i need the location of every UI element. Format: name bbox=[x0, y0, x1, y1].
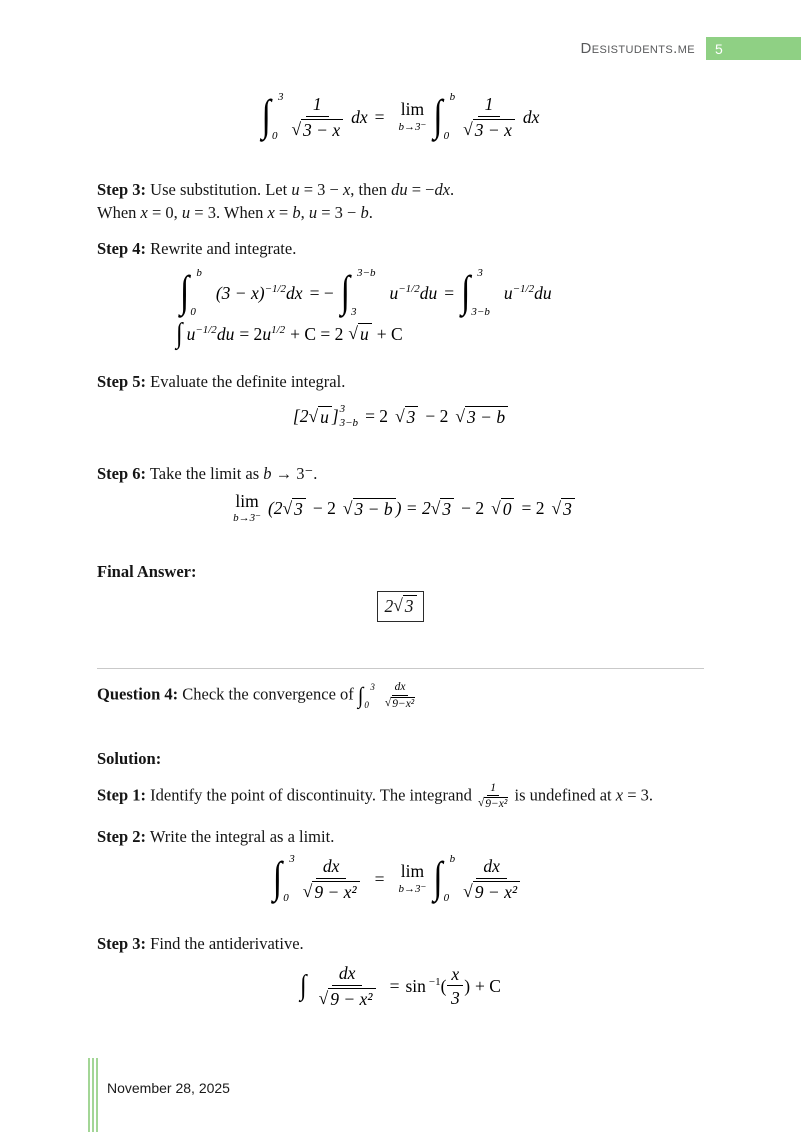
page-number: 5 bbox=[715, 40, 723, 57]
formula-substitution-integrals: ∫ b 0 $(3 - x)^{-1/2}dx$ = − ∫ 3−b 3 $u^{-1/2}du$ = ∫ 3 3−b $u^{-1/2}du$ bbox=[180, 267, 552, 319]
limit-operator: lim b→3⁻ bbox=[233, 490, 261, 525]
radical-icon: √ bbox=[463, 881, 473, 902]
radical-icon: √ bbox=[455, 405, 466, 426]
radical-icon: √ bbox=[308, 405, 319, 426]
step-3-text: Step 3: Use substitution. Let u = 3 − x, then du = −dx. When x = 0, u = 3. When x = b, u = 3 − b. bbox=[97, 180, 455, 223]
limit-operator: lim b→3⁻ bbox=[398, 99, 427, 133]
integral-0-3: ∫ 3 0 bbox=[272, 853, 295, 905]
radical: √ u bbox=[348, 323, 371, 345]
radical: √ 3 − b bbox=[455, 406, 508, 428]
footer-date: November 28, 2025 bbox=[107, 1080, 230, 1096]
radical-icon: √ bbox=[395, 405, 405, 426]
solution-label: Solution: bbox=[97, 748, 162, 768]
site-name: Desistudents.me bbox=[580, 40, 695, 57]
formula-arcsin: ∫ dx √ 9 − x² = sin $^{-1}$( $\frac{x}{3}$ ) + C bbox=[300, 963, 501, 1010]
radical: √ 3 bbox=[283, 498, 306, 520]
radical-icon: √ bbox=[282, 497, 293, 518]
fraction: dx √ 9 − x² bbox=[303, 856, 360, 902]
fraction: dx √ 9 − x² bbox=[319, 963, 376, 1009]
formula-antiderivative-u: ∫ $u^{-1/2}du$ = $2u^{1/2}$ + C = 2 √ u + C bbox=[176, 318, 403, 350]
accent-line bbox=[96, 1058, 98, 1132]
formula-evaluate-definite: [2 √ u ] 3 3−b = 2 √ 3 − 2 √ 3 − b bbox=[97, 403, 704, 429]
integral-0-b: ∫ b 0 bbox=[180, 267, 202, 319]
fraction-x-over-3: $\frac{x}{3}$ bbox=[447, 964, 463, 1008]
step-4-text: Step 4: Rewrite and integrate. bbox=[97, 239, 297, 259]
integral-3-3mb: ∫ 3−b 3 bbox=[340, 267, 376, 319]
radical-icon: √ bbox=[291, 119, 302, 139]
fraction: 1 √ 3 − x bbox=[463, 94, 515, 140]
bracket-limits: 3 3−b bbox=[339, 403, 359, 429]
question-4-text: Question 4: Check the convergence of ∫ 3 0 dx √ 9−x² bbox=[97, 681, 704, 710]
integral-icon: ∫ bbox=[272, 854, 283, 903]
radical-icon: √ bbox=[348, 323, 359, 344]
section-divider bbox=[97, 668, 704, 669]
formula-limit-evaluation: lim b→3⁻ (2 √ 3 − 2 √ 3 − b ) = 2 √ 3 − 2 √ 0 = 2 √ 3 bbox=[97, 493, 704, 525]
integral-3mb-3: ∫ 3 3−b bbox=[461, 267, 490, 319]
final-answer-row bbox=[97, 591, 704, 622]
radical-icon: √ bbox=[463, 119, 473, 139]
step-6-text: Step 6: Take the limit as b → 3⁻. bbox=[97, 463, 318, 483]
fraction: 1 √ 3 − x bbox=[291, 94, 343, 140]
integral-icon: ∫ bbox=[340, 268, 351, 317]
q4-step-2-text: Step 2: Write the integral as a limit. bbox=[97, 827, 335, 847]
radical: √ 3 bbox=[551, 498, 574, 520]
radical: √ 3 bbox=[431, 498, 454, 520]
radical-icon: √ bbox=[384, 697, 392, 710]
integral-icon: ∫ bbox=[433, 92, 443, 141]
formula-limit-rewrite-sqrt3x: ∫ 3 0 1 √ 3 − x dx = lim b→3⁻ ∫ b 0 1 √ 3 − x dx bbox=[261, 91, 540, 142]
page-header bbox=[0, 0, 801, 60]
radical-icon: √ bbox=[318, 988, 329, 1009]
footer-accent-lines bbox=[88, 1058, 98, 1132]
integral-icon: ∫ bbox=[261, 92, 271, 141]
formula-limit-rewrite-9x2: ∫ 3 0 dx √ 9 − x² = lim b→3⁻ ∫ b 0 dx √ 9 − x² bbox=[97, 852, 704, 906]
limit-operator: lim b→3⁻ bbox=[398, 861, 427, 895]
inline-integral: ∫ 3 0 dx √ 9−x² bbox=[357, 681, 415, 711]
final-answer-label: Final Answer: bbox=[97, 562, 197, 582]
radical: √ 3 − b bbox=[343, 498, 396, 520]
accent-line bbox=[88, 1058, 90, 1132]
q4-step-3-text: Step 3: Find the antiderivative. bbox=[97, 934, 304, 954]
integral-icon: ∫ bbox=[357, 683, 364, 709]
integral-icon: ∫ bbox=[433, 854, 443, 903]
page-number-badge bbox=[706, 37, 801, 60]
fraction: dx √ 9 − x² bbox=[463, 856, 520, 902]
radical-icon: √ bbox=[430, 497, 441, 518]
q4-step-1-text: Step 1: Identify the point of discontinuity. The integrand 1 √ 9−x² is undefined at x = 3. bbox=[97, 781, 654, 811]
step-5-text: Step 5: Evaluate the definite integral. bbox=[97, 372, 346, 392]
radical-icon: √ bbox=[393, 595, 403, 616]
radical: √ 3 bbox=[395, 406, 418, 428]
final-answer-box: 2 √ 3 bbox=[377, 591, 423, 622]
radical-icon: √ bbox=[491, 497, 501, 518]
integral-icon: ∫ bbox=[300, 970, 307, 1003]
integral-icon: ∫ bbox=[176, 318, 183, 350]
inline-fraction: 1 √ 9−x² bbox=[477, 781, 508, 811]
integral-0-b: ∫ b 0 bbox=[433, 91, 456, 142]
integral-0-3: ∫ 3 0 bbox=[261, 91, 284, 142]
integral-icon: ∫ bbox=[180, 268, 190, 317]
radical-icon: √ bbox=[551, 497, 562, 518]
radical: √ u bbox=[308, 406, 331, 428]
radical-icon: √ bbox=[302, 881, 313, 902]
radical-icon: √ bbox=[342, 497, 353, 518]
integral-icon: ∫ bbox=[461, 268, 471, 317]
accent-line bbox=[92, 1058, 94, 1132]
radical: √ 0 bbox=[491, 498, 514, 520]
integral-0-b: ∫ b 0 bbox=[433, 853, 456, 905]
radical-icon: √ bbox=[477, 797, 485, 810]
